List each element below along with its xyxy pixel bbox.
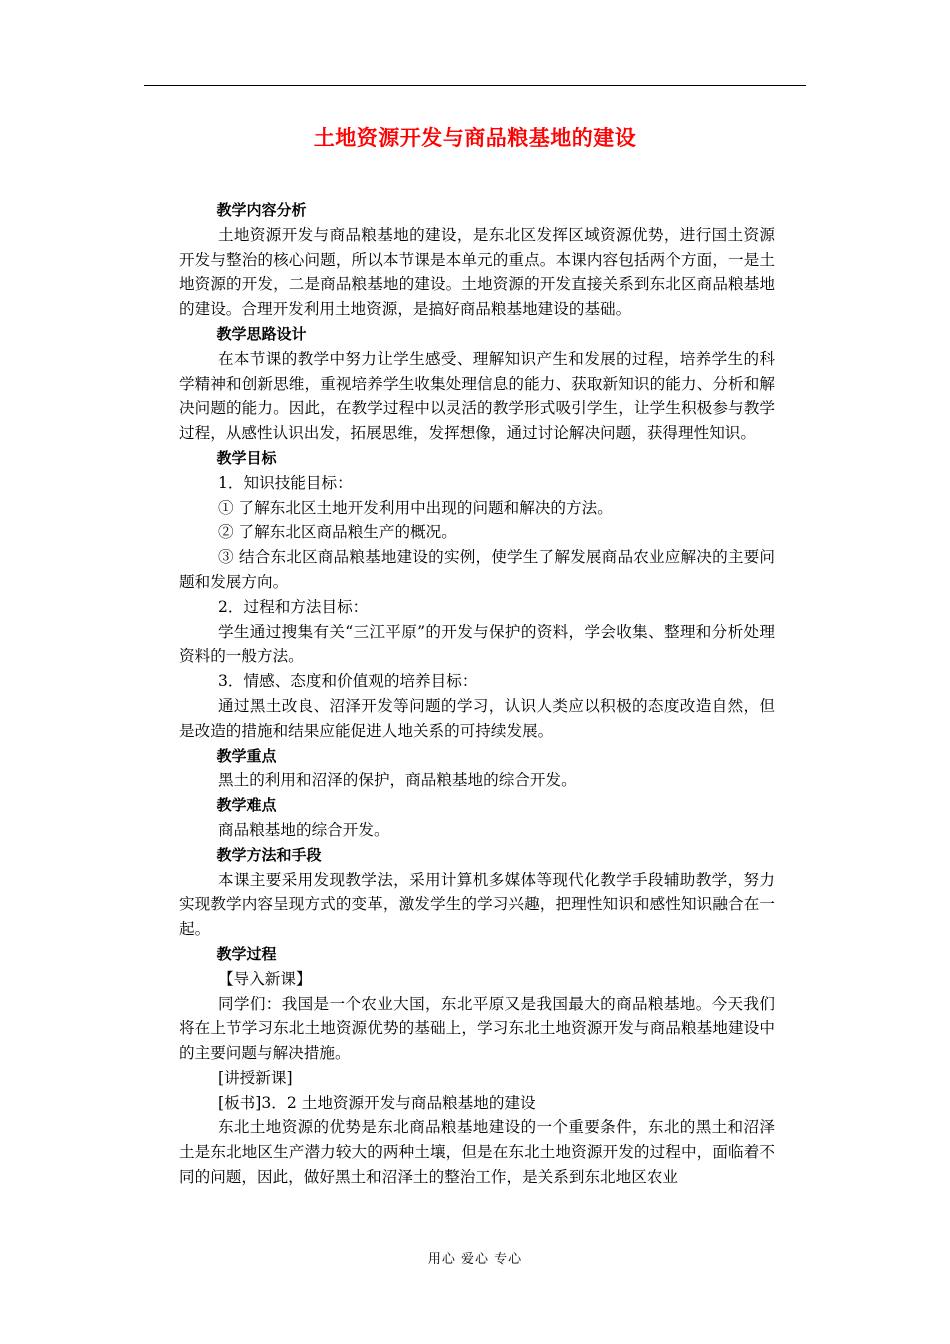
header-rule — [144, 85, 806, 86]
section-heading: 教学目标 — [216, 448, 277, 467]
body-paragraph: 3．情感、态度和价值观的培养目标： — [218, 672, 478, 691]
body-paragraph: 同学们：我国是一个农业大国，东北平原又是我国最大的商品粮基地。今天我们将在上节学习东北土地资源优势的基础上，学习东北土地资源开发与商品粮基地建设中的主要问题与解决措施。 — [179, 994, 775, 1063]
section-heading: 教学过程 — [216, 944, 277, 963]
body-paragraph: ③ 结合东北区商品粮基地建设的实例，使学生了解发展商品农业应解决的主要问题和发展方向。 — [179, 548, 775, 591]
section-heading: 教学内容分析 — [216, 201, 307, 219]
section-heading: 教学难点 — [216, 796, 277, 815]
body-paragraph: 【导入新课】 — [218, 969, 312, 988]
section-heading: 教学方法和手段 — [216, 845, 322, 864]
body-paragraph: 土地资源开发与商品粮基地的建设，是东北区发挥区域资源优势，进行国土资源开发与整治的核心问题，所以本节课是本单元的重点。本课内容包括两个方面，一是土地资源的开发，二是商品粮基地的建设。土地资源的开发直接关系到东北区商品粮基地的建设。合理开发利用土地资源，是搞好商品粮基地建设的基础。 — [179, 225, 775, 319]
body-paragraph: 通过黑土改良、沼泽开发等问题的学习，认识人类应以积极的态度改造自然，但是改造的措施和结果应能促进人地关系的可持续发展。 — [179, 696, 775, 740]
body-paragraph: 1．知识技能目标： — [218, 473, 353, 492]
body-paragraph: ① 了解东北区土地开发利用中出现的问题和解决的方法。 — [218, 498, 613, 517]
document-title: 土地资源开发与商品粮基地的建设 — [313, 126, 637, 150]
body-paragraph: 在本节课的教学中努力让学生感受、理解知识产生和发展的过程，培养学生的科学精神和创新思维，重视培养学生收集处理信息的能力、获取新知识的能力、分析和解决问题的能力。因此，在教学过程中以灵活的教学形式吸引学生，让学生积极参与教学过程，从感性认识出发，拓展思维，发挥想像，通过讨论解决问题，获得理性知识。 — [179, 349, 775, 443]
body-paragraph: [板书]3．2 土地资源开发与商品粮基地的建设 — [218, 1093, 536, 1112]
document-body — [179, 198, 775, 1190]
body-paragraph: 2．过程和方法目标： — [218, 597, 369, 616]
body-paragraph: [讲授新课] — [218, 1068, 293, 1087]
body-paragraph: 学生通过搜集有关“三江平原”的开发与保护的资料，学会收集、整理和分析处理资料的一般方法。 — [179, 622, 775, 666]
body-paragraph: ② 了解东北区商品粮生产的概况。 — [218, 523, 457, 542]
body-paragraph: 本课主要采用发现教学法，采用计算机多媒体等现代化教学手段辅助教学，努力实现教学内容呈现方式的变革，激发学生的学习兴趣，把理性知识和感性知识融合在一起。 — [179, 870, 775, 939]
section-heading: 教学重点 — [216, 746, 277, 765]
section-heading: 教学思路设计 — [216, 324, 307, 343]
body-paragraph: 东北土地资源的优势是东北商品粮基地建设的一个重要条件，东北的黑土和沼泽土是东北地区生产潜力较大的两种土壤，但是在东北土地资源开发的过程中，面临着不同的问题，因此，做好黑土和沼泽土的整治工作，是关系到东北地区农业 — [179, 1118, 775, 1187]
body-paragraph: 黑土的利用和沼泽的保护，商品粮基地的综合开发。 — [218, 771, 577, 790]
page-footer: 用心 爱心 专心 — [427, 1252, 523, 1267]
body-paragraph: 商品粮基地的综合开发。 — [218, 820, 390, 839]
